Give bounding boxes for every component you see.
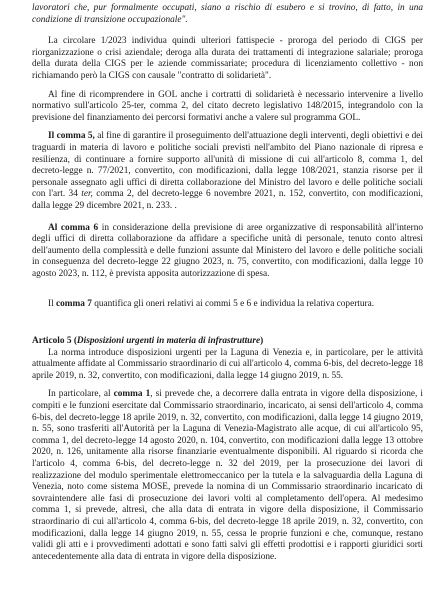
paragraph-comma-5 [32,131,423,212]
paragraph-circolare: La circolare 1/2023 individua quindi ulteriori fattispecie - proroga del periodo di CIGS per riorganizzazione o crisi aziendale; deroga alla durata dei trattamenti di integrazione salariale; proroga della durata della CIGS per le aziende commissariate; procedura di licenziamento collettivo - non richiamando però la CIGS con causale "contratto di solidarietà". [32,36,423,81]
article-5-heading [32,336,423,348]
comma-5-ter: ter, [81,189,93,200]
paragraph-gol: Al fine di ricomprendere in GOL anche i cortratti di solidarietà è necessario intervenire a livello normativo sull'articolo 25-ter, comma 2, del citato decreto legislativo 148/2015, integrandolo con la previsione del finanziamento dei percorsi formativi anche a valere sul programma GOL. [32,89,423,123]
comma-6-text: in considerazione della previsione di aree organizzative di responsabilità all'interno degli uffici di diretta collaborazione da affidare a specifiche unità di personale, tenuto conto altresì dell'aumento della complessità e delle funzioni assunte dal Ministero del lavoro e delle politiche sociali in conseguenza del decreto-legge 22 giugno 2023, n. 75, convertito, con modificazioni, dalla legge 10 agosto 2023, n. 112, è prevista apposita autorizzazione di spesa. [32,222,423,279]
comma-7-text: quantifica gli oneri relativi ai commi 5 e 6 e individua la relativa copertura. [91,299,375,310]
intro-quote: lavoratori che, pur formalmente occupati, siano a rischio di esubero e si trovino, di fatto, in una condizione di transizione occupazionale". [32,3,423,25]
comma-6-label: Al comma 6 [48,222,99,233]
comma-5-tail: comma 2, del decreto-legge 6 novembre 2021, n. 152, convertito, con modificazioni, dalla legge 29 dicembre 2021, n. 233. . [32,189,423,211]
comma-5-text: al fine di garantire il proseguimento dell'attuazione degli interventi, degli obiettivi e dei traguardi in materia di lavoro e politiche sociali previsti nell'ambito del Piano nazionale di ripresa e resilienza, di continuare a fornire supporto all'unità di missione di cui all'articolo 8, comma 1, del decreto-legge n. 77/2021, convertito, con modificazioni, dalla legge 108/2021, stanzia risorse per il personale assegnato agli uffici di diretta collaborazione del Ministro del lavoro e delle politiche sociali con l'art. 34 [32,131,423,200]
article-5-heading-title: Disposizioni urgenti in materia di infrastrutture [76,336,261,347]
comma-1-label: comma 1 [113,389,151,400]
article-5-heading-prefix: Articolo 5 ( [32,336,77,347]
comma-5-label: Il comma 5, [48,131,95,142]
comma-7-pre: Il [48,299,57,310]
comma-7-label: comma 7 [56,299,92,310]
comma-1-text: , si prevede che, a decorrere dalla entrata in vigore della disposizione, i compiti e le funzioni esercitate dal Commissario straordinario, incaricato, ai sensi dell'articolo 4, comma 6-bis, del decreto-legge 18 aprile 2019, n. 32, convertito, con modificazioni, dalla legge 14 giugno 2019, n. 55, sono trasferiti all'Autorità per la Laguna di Venezia-Magistrato alle acque, di cui all'articolo 95, comma 1, del decreto-legge 14 agosto 2020, n. 104, convertito, con modificazioni dalla legge 13 ottobre 2020, n. 126, unitamente alla risorse finanziarie eventualmente disponibili. Al riguardo si ricorda che l'articolo 4, comma 6-bis, del decreto-legge n. 32 del 2019, per la prosecuzione dei lavori di realizzazione del modulo sperimentale elettromeccanico per la tutela e la salvaguardia della Laguna di Venezia, noto come sistema MOSE, prevede la nomina di un Commissario straordinario incaricato di sovraintendere alle fasi di prosecuzione dei lavori volti al completamento dell'opera. Al medesimo comma 1, si prevede, altresì, che alla data di entrata in vigore della disposizione, il Commissario straordinario di cui all'articolo 4, comma 6-bis, del decreto-legge 18 aprile 2019, n. 32, convertito, con modificazioni, dalla legge 14 giugno 2019, n. 55, cessa le proprie funzioni e che, comunque, restano validi gli atti e i provvedimenti adottati e sono fatti salvi gli effetti prodottisi e i rapporti giuridici sorti antecedentemente alla data di entrata in vigore della disposizione. [32,389,423,562]
paragraph-comma-7 [32,299,423,311]
article-5-intro: La norma introduce disposizioni urgenti per la Laguna di Venezia e, in particolare, per le attività attualmente affidate al Commissario straordinario di cui all'articolo 4, comma 6-bis, del decreto-legge 18 aprile 2019, n. 32, convertito, con modificazioni, dalla legge 14 giugno 2019, n. 55. [32,347,423,381]
article-5-comma-1 [32,389,423,563]
paragraph-comma-6 [32,223,423,281]
article-5-heading-suffix: ) [260,336,264,347]
comma-1-pre: In particolare, al [48,389,114,400]
